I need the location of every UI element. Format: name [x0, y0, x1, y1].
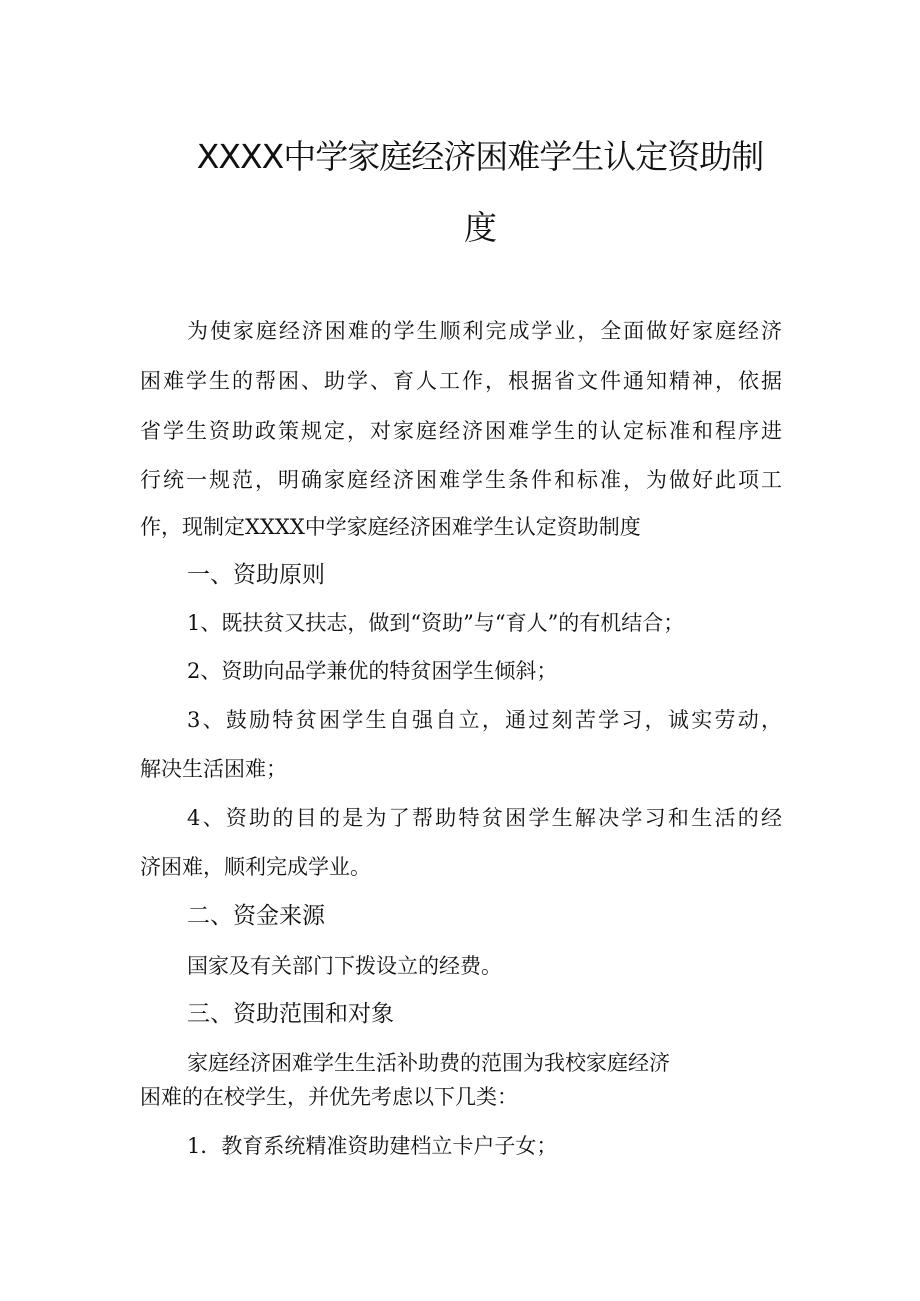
document-title-line-1: XXXX中学家庭经济困难学生认定资助制 [196, 137, 764, 176]
scope-paragraph-line-1: 家庭经济困难学生生活补助费的范围为我校家庭经济 [187, 1051, 670, 1075]
section-heading-scope: 三、资助范围和对象 [187, 1001, 394, 1027]
principle-item-4-line-2: 济困难，顺利完成学业。 [140, 855, 371, 879]
intro-line: 作，现制定XXXX中学家庭经济困难学生认定资助制度 [140, 515, 641, 539]
principle-item-4-line-1: 4、资助的目的是为了帮助特贫困学生解决学习和生活的经 [187, 806, 782, 830]
intro-line: 行统一规范，明确家庭经济困难学生条件和标准，为做好此项工 [140, 468, 782, 492]
principle-item-3-line-2: 解决生活困难； [140, 757, 287, 781]
section-heading-funding: 二、资金来源 [187, 903, 325, 929]
principle-item-1: 1、既扶贫又扶志，做到“资助”与“育人”的有机结合； [187, 611, 685, 635]
funding-text: 国家及有关部门下拨设立的经费。 [187, 954, 502, 978]
intro-line: 为使家庭经济困难的学生顺利完成学业，全面做好家庭经济 [187, 319, 782, 343]
scope-paragraph-line-2: 困难的在校学生，并优先考虑以下几类： [140, 1085, 518, 1109]
intro-line: 省学生资助政策规定，对家庭经济困难学生的认定标准和程序进 [140, 419, 782, 443]
principle-item-2: 2、资助向品学兼优的特贫困学生倾斜； [187, 659, 558, 683]
scope-item-1: 1．教育系统精准资助建档立卡户子女； [187, 1134, 558, 1158]
principle-item-3-line-1: 3、鼓励特贫困学生自强自立，通过刻苦学习，诚实劳动， [187, 708, 782, 732]
intro-line: 困难学生的帮困、助学、育人工作，根据省文件通知精神，依据 [140, 369, 782, 393]
section-heading-principles: 一、资助原则 [187, 562, 325, 588]
document-title-line-2: 度 [464, 208, 496, 247]
